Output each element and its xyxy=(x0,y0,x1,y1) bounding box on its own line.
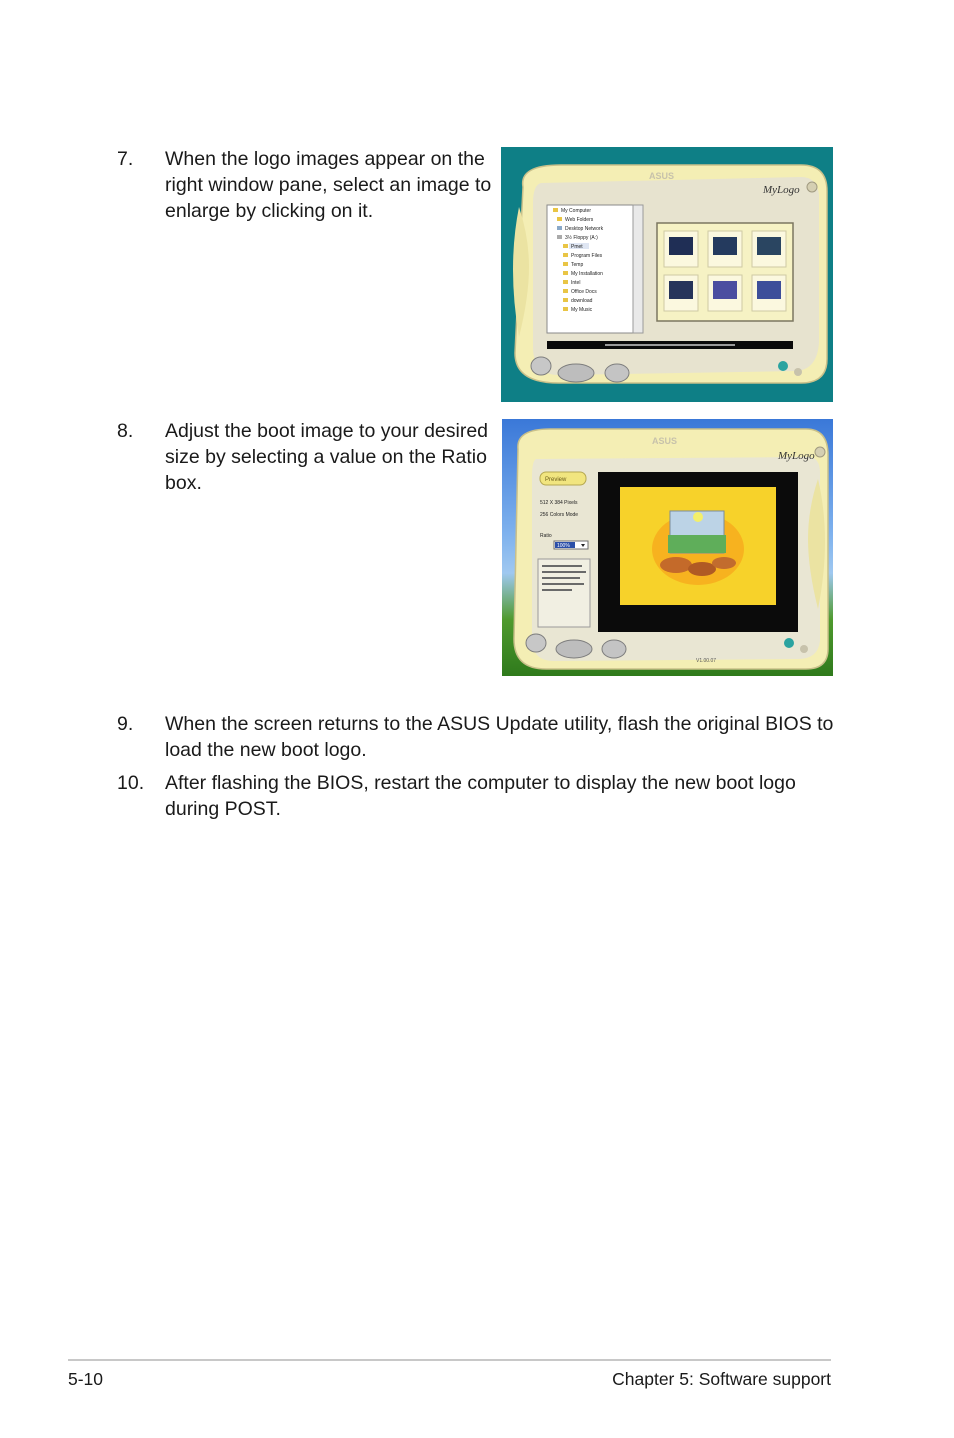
step-number: 7. xyxy=(117,148,134,170)
next-button[interactable] xyxy=(605,364,629,382)
svg-text:Program Files: Program Files xyxy=(571,253,603,259)
help-icon[interactable] xyxy=(778,361,788,371)
app-title: MyLogo xyxy=(778,450,815,462)
step-number: 10. xyxy=(117,772,145,794)
brand-logo: ASUS xyxy=(649,171,675,181)
svg-text:Pmet: Pmet xyxy=(571,244,583,250)
screenshot-mylogo-browser xyxy=(501,147,833,402)
step-number: 8. xyxy=(117,420,134,442)
info-box xyxy=(538,559,590,627)
step-text: Adjust the boot image to your desired size by selecting a value on the Ratio box. xyxy=(165,420,489,494)
thumbnail-image[interactable] xyxy=(713,237,737,255)
color-mode-text: 256 Colors Mode xyxy=(540,512,579,518)
svg-text:100%: 100% xyxy=(557,543,570,549)
svg-text:3½ Floppy (A:): 3½ Floppy (A:) xyxy=(565,235,598,241)
thumbnail-image[interactable] xyxy=(713,281,737,299)
step-text: When the logo images appear on the right window pane, select an image to enlarge by clicking on it. xyxy=(165,148,492,222)
page-number: 5-10 xyxy=(68,1369,104,1389)
chapter-title: Chapter 5: Software support xyxy=(612,1369,831,1389)
close-icon[interactable] xyxy=(807,182,817,192)
mylogo-window-illustration xyxy=(501,147,833,402)
thumbnail-image[interactable] xyxy=(669,237,693,255)
screenshot-mylogo-preview xyxy=(502,419,833,676)
svg-text:Desktop Network: Desktop Network xyxy=(565,226,604,232)
back-button[interactable] xyxy=(531,357,551,375)
thumbnail-image[interactable] xyxy=(757,281,781,299)
thumbnail-image[interactable] xyxy=(669,281,693,299)
close-icon[interactable] xyxy=(815,447,825,457)
app-title: MyLogo xyxy=(763,184,800,196)
back-button[interactable] xyxy=(526,634,546,652)
svg-text:Intel: Intel xyxy=(571,280,581,286)
step-text: When the screen returns to the ASUS Update utility, flash the original BIOS to load the new boot logo. xyxy=(165,713,834,761)
step-text: After flashing the BIOS, restart the computer to display the new boot logo during POST. xyxy=(165,772,796,820)
version-text: V1.00.07 xyxy=(696,658,717,664)
help-icon[interactable] xyxy=(784,638,794,648)
small-round-button[interactable] xyxy=(794,368,802,376)
tree-scrollbar[interactable] xyxy=(633,205,643,333)
ratio-select[interactable] xyxy=(554,541,588,549)
svg-text:Temp: Temp xyxy=(571,262,584,268)
step-number: 9. xyxy=(117,713,134,735)
thumbnail-image[interactable] xyxy=(757,237,781,255)
resolution-text: 512 X 384 Pixels xyxy=(540,500,578,506)
svg-text:My Music: My Music xyxy=(571,307,593,313)
svg-text:Office Docs: Office Docs xyxy=(571,289,597,295)
footer-divider xyxy=(68,1359,831,1361)
svg-text:My Installation: My Installation xyxy=(571,271,603,277)
next-button[interactable] xyxy=(602,640,626,658)
svg-text:Web Folders: Web Folders xyxy=(565,217,594,223)
mylogo-preview-illustration xyxy=(502,419,833,676)
brand-logo: ASUS xyxy=(652,436,678,446)
ratio-label: Ratio xyxy=(540,533,552,539)
svg-text:My Computer: My Computer xyxy=(561,208,592,214)
nav-pill-button[interactable] xyxy=(556,640,592,658)
nav-pill-button[interactable] xyxy=(558,364,594,382)
preview-label: Preview xyxy=(545,477,567,483)
small-round-button[interactable] xyxy=(800,645,808,653)
svg-text:download: download xyxy=(571,298,593,304)
